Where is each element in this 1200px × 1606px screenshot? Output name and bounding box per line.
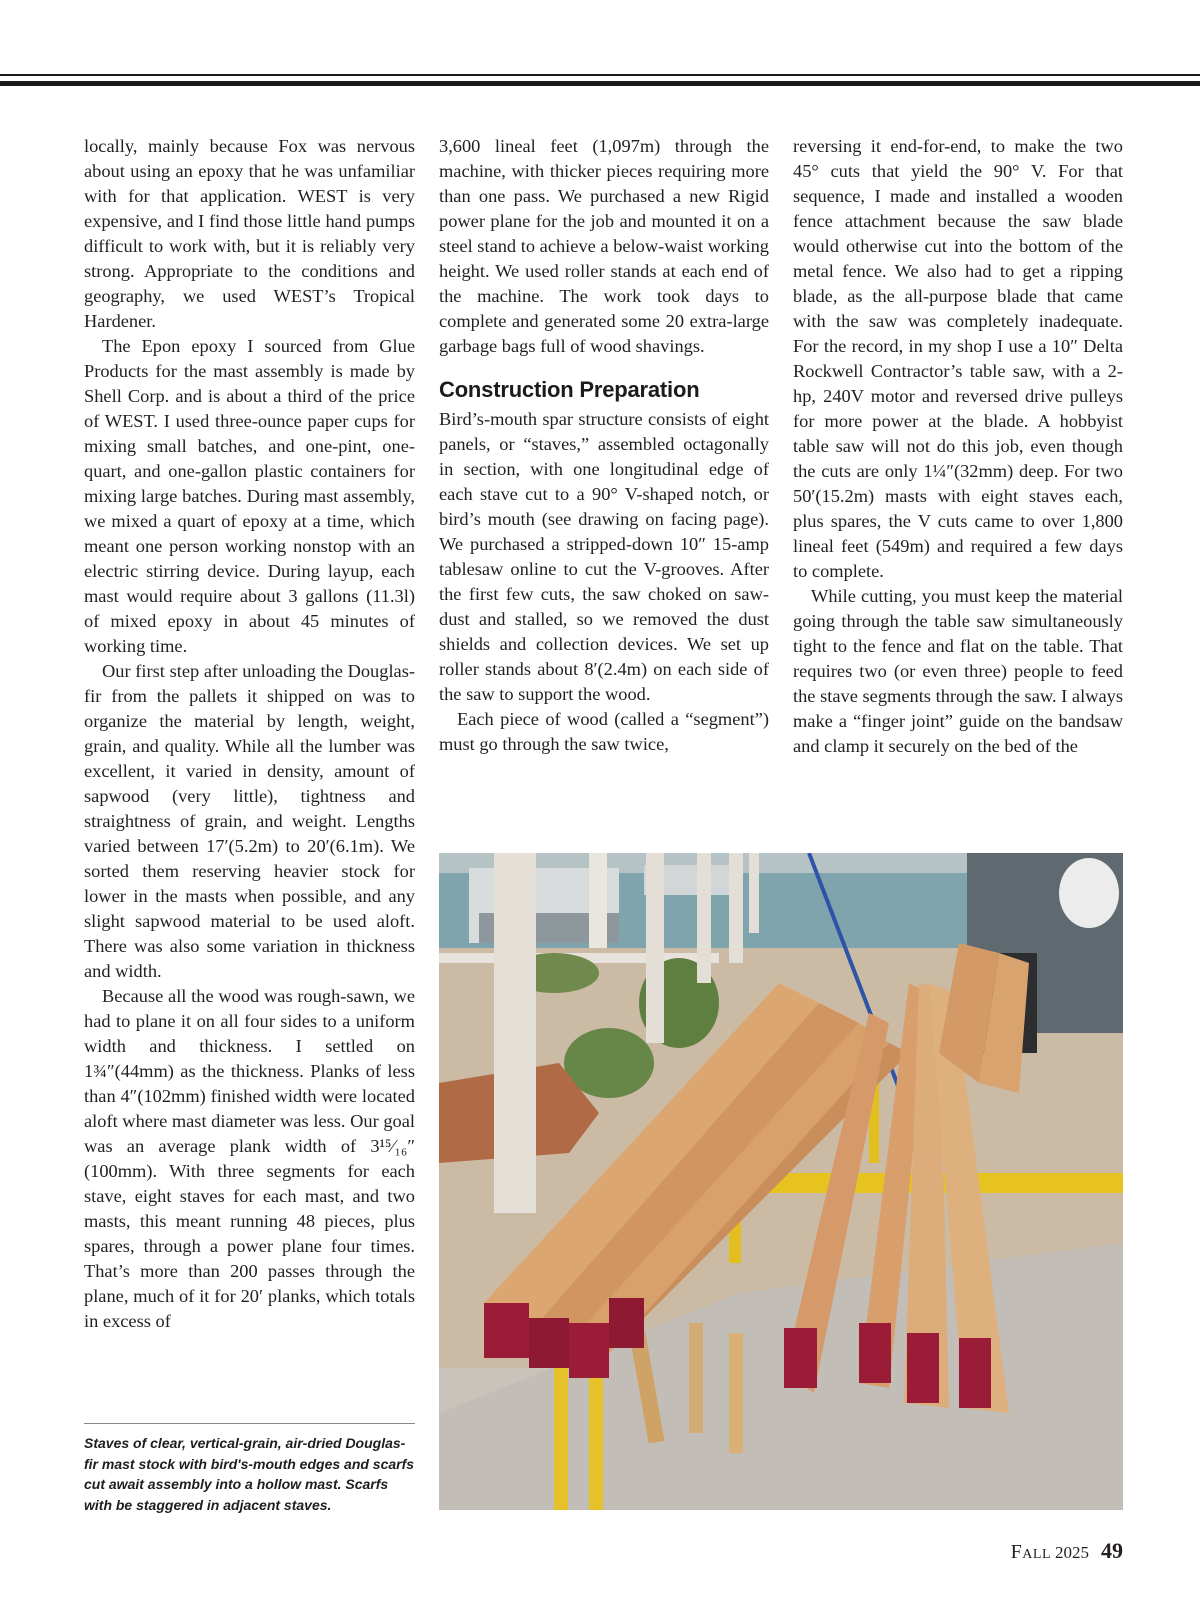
paragraph: Bird’s-mouth spar structure consists of eight panels, or “staves,” assembled octagonally in section, with one longitudinal edge of each stave cut to a 90° V-shaped notch, or bird’s mouth (see drawing on facing page). We purchased a stripped-down 10″ 15-amp tablesaw online to cut the V-grooves. After the first few cuts, the saw choked on sawdust and stalled, so we removed the dust shields and collection devices. We set up roller stands about 8′(2.4m) on each side of the saw to support the wood. (439, 409, 769, 704)
header-rule-thin (0, 74, 1200, 76)
section-heading: Construction Preparation (439, 377, 700, 402)
text-column-1 (84, 134, 415, 1334)
photo-caption: Staves of clear, vertical-grain, air-dried Douglas-fir mast stock with bird's-mouth edges and scarfs cut await assembly into a hollow mast. Scarfs with be staggered in adjacent staves. (84, 1435, 415, 1513)
paragraph: The Epon epoxy I sourced from Glue Products for the mast assembly is made by Shell Corp. and is about a third of the price of WEST. I used three-ounce paper cups for mixing small batches, and one-pint, one-quart, and one-gallon plastic containers for mixing large batches. During mast assembly, we mixed a quart of epoxy at a time, which meant one person working nonstop with an electric stirring device. During layup, each mast would require about 3 gallons (11.3l) of mixed epoxy in about 45 minutes of working time. (84, 336, 415, 656)
text-column-2 (439, 134, 769, 757)
paragraph: locally, mainly because Fox was nervous about using an epoxy that he was unfamiliar with for that application. WEST is very expensive, and I find those little hand pumps difficult to work with, but it is reliably very strong. Appropriate to the conditions and geography, we used WEST’s Tropical Hardener. (84, 136, 415, 331)
page-number: 49 (1101, 1538, 1123, 1563)
text-column-3 (793, 134, 1123, 759)
staves-photo-illustration (439, 853, 1123, 1510)
paragraph: Each piece of wood (called a “segment”) must go through the saw twice, (439, 709, 769, 754)
paragraph: Our first step after unloading the Douglas-fir from the pallets it shipped on was to organize the material by length, weight, grain, and quality. While all the lumber was excellent, it varied in density, amount of sapwood (very little), tightness and straightness of grain, and weight. Lengths varied between 17′(5.2m) to 20′(6.1m). We sorted them reserving heavier stock for lower in the masts when possible, and any slight sapwood material to be used aloft. There was also some variation in thickness and width. (84, 661, 415, 981)
folio-year: 2025 (1055, 1543, 1089, 1562)
paragraph: reversing it end-for-end, to make the two 45° cuts that yield the 90° V. For that sequence, I made and installed a wooden fence attachment because the saw blade would otherwise cut into the bottom of the metal fence. We also had to get a ripping blade, as the all-purpose blade that came with the saw was completely inadequate. For the record, in my shop I use a 10″ Delta Rockwell Contractor’s table saw, with a 2-hp, 240V motor and reversed drive pulleys for more power at the blade. A hobbyist table saw will not do this job, even though the cuts are only 1¼″(32mm) deep. For two 50′(15.2m) masts with eight staves each, plus spares, the V cuts came to over 1,800 lineal feet (549m) and required a few days to complete. (793, 136, 1123, 581)
staves-photo (439, 853, 1123, 1510)
paragraph: Because all the wood was rough-sawn, we had to plane it on all four sides to a uniform width and thickness. I settled on 1¾″(44mm) as the thickness. Planks of less than 4″(102mm) finished width were located aloft where mast diameter was less. Our goal was an average plank width of 3¹⁵⁄₁₆″ (100mm). With three segments for each stave, eight staves for each mast, and two masts, this meant running 48 pieces, plus spares, through a power plane four times. That’s more than 200 passes through the plane, much of it for 20′ planks, which totals in excess of (84, 986, 415, 1331)
paragraph: 3,600 lineal feet (1,097m) through the machine, with thicker pieces requiring more than one pass. We purchased a new Rigid power plane for the job and mounted it on a steel stand to achieve a below-waist working height. We used roller stands at each end of the machine. The work took days to complete and generated some 20 extra-large garbage bags full of wood shavings. (439, 136, 769, 356)
page-folio (1011, 1538, 1123, 1564)
paragraph: While cutting, you must keep the material going through the table saw simultaneously tight to the fence and flat on the table. That requires two (or even three) people to feed the stave segments through the saw. I always make a “finger joint” guide on the bandsaw and clamp it securely on the bed of the (793, 586, 1123, 756)
caption-rule (84, 1423, 415, 1424)
folio-season: Fall (1010, 1541, 1051, 1563)
header-rule-thick (0, 81, 1200, 86)
